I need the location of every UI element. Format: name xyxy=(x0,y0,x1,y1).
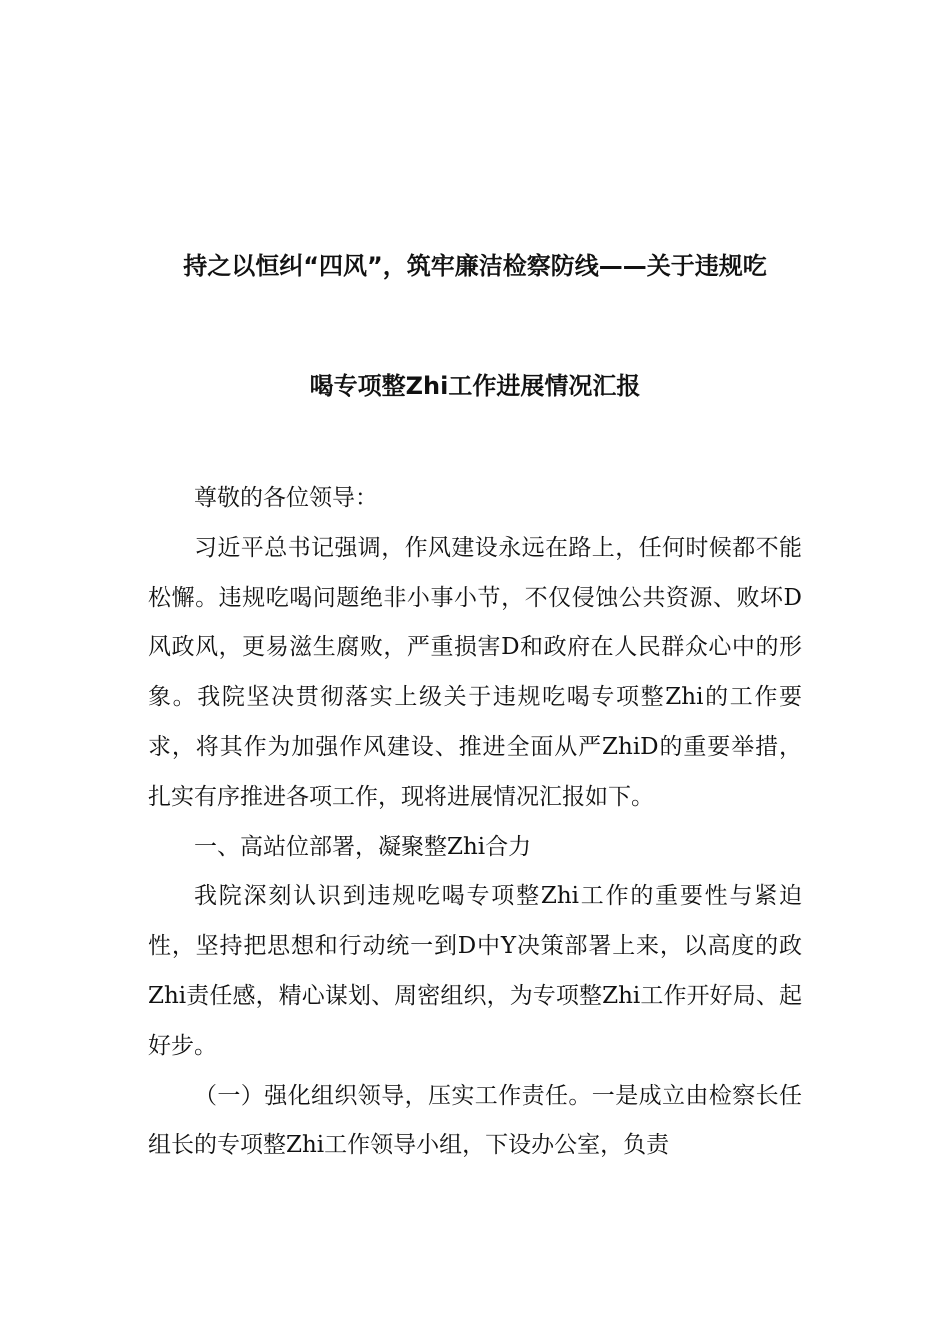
document-title-line-1: 持之以恒纠“四风”，筑牢廉洁检察防线——关于违规吃 xyxy=(183,252,767,280)
section-heading-1: 一、高站位部署，凝聚整Zhi合力 xyxy=(194,833,532,860)
salutation: 尊敬的各位领导： xyxy=(194,485,378,511)
section-1-paragraph: 我院深刻认识到违规吃喝专项整Zhi工作的重要性与紧迫性，坚持把思想和行动统一到D中Y决策部署上来，以高度的政Zhi责任感，精心谋划、周密组织，为专项整Zhi工作开好局、起好步。 xyxy=(148,883,802,1059)
document-title-line-2: 喝专项整Zhi工作进展情况汇报 xyxy=(309,372,641,400)
intro-paragraph: 习近平总书记强调，作风建设永远在路上，任何时候都不能松懈。违规吃喝问题绝非小事小节，不仅侵蚀公共资源、败坏D风政风，更易滋生腐败，严重损害D和政府在人民群众心中的形象。我院坚决贯彻落实上级关于违规吃喝专项整Zhi的工作要求，将其作为加强作风建设、推进全面从严ZhiD的重要举措，扎实有序推进各项工作，现将进展情况汇报如下。 xyxy=(148,534,802,810)
document-body xyxy=(148,474,802,1171)
subsection-1-paragraph: （一）强化组织领导，压实工作责任。一是成立由检察长任组长的专项整Zhi工作领导小组，下设办公室，负责 xyxy=(148,1082,802,1159)
